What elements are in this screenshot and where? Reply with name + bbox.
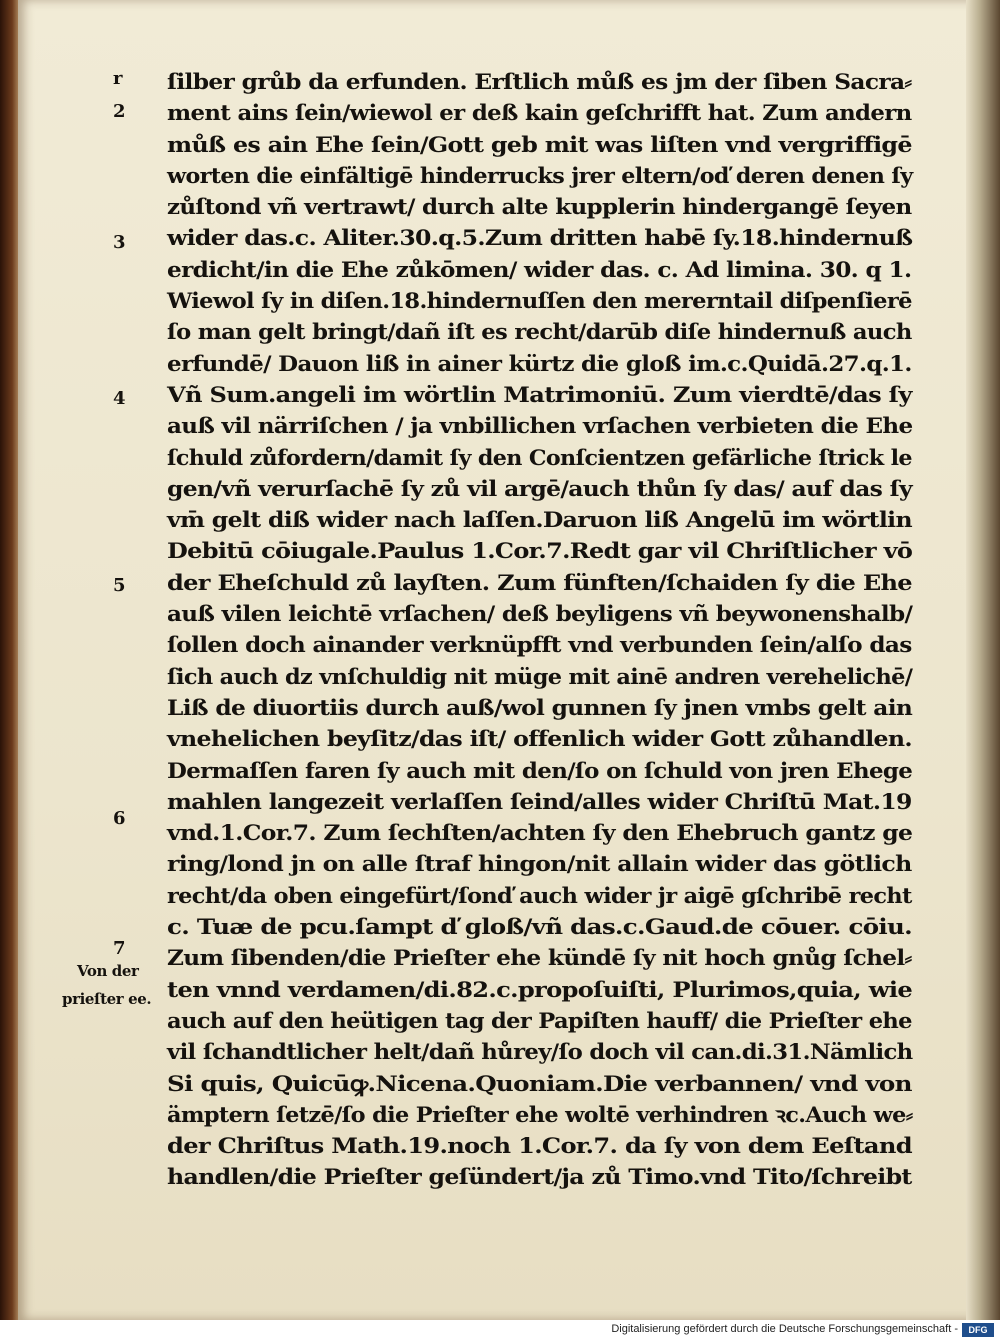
margin-number-1: r (113, 68, 123, 89)
text-line: auß vilen leichtē vrſachen/ deß beyligens vñ beywonenshalb/ (167, 601, 913, 627)
text-line: ſollen doch ainander verknüpfft vnd verbunden ſein/alſo das (167, 632, 912, 658)
text-line: der Eheſchuld zů layſten. Zum fünften/ſchaiden ſy die Ehe (167, 569, 912, 595)
text-line: der Chriſtus Math.19.noch 1.Cor.7. da ſy von dem Eeſtand (167, 1133, 912, 1159)
text-line: auß vil närriſchen / ja vnbillichen vrſachen verbieten die Ehe (167, 413, 913, 439)
text-line: vnd.1.Cor.7. Zum ſechſten/achten ſy den Ehebruch gantz ge (167, 820, 913, 846)
text-line: ten vnnd verdamen/di.82.c.propoſuiſti, Plurimos,quia, wie (167, 976, 913, 1002)
text-line: Liß de diuortiis durch auß/wol gunnen ſy jnen vmbs gelt ain (167, 694, 913, 720)
text-line: gen/vñ verurſachē ſy zů vil argē/auch thůn ſy das/ auf das ſy (167, 475, 913, 501)
text-line: Wiewol ſy in diſen.18.hindernuſſen den mererntail diſpenſierē (167, 288, 912, 314)
text-line: erfundē/ Dauon liß in ainer kürtz die gloß im.c.Quidā.27.q.1. (167, 350, 912, 376)
text-line: worten die einfältigē hinderrucks jrer eltern/oď deren denen ſy (167, 162, 913, 188)
text-line: handlen/die Prieſter geſündert/ja zů Timo.vnd Tito/ſchreibt (167, 1164, 912, 1190)
margin-number-2: 2 (113, 101, 126, 122)
funding-credit: Digitalisierung gefördert durch die Deutsche Forschungsgemeinschaft - (611, 1323, 958, 1335)
text-line: Vñ Sum.angeli im wörtlin Matrimoniū. Zum vierdtē/das ſy (167, 381, 912, 407)
margin-number-4: 4 (113, 388, 126, 409)
text-line: auch auf den heütigen tag der Papiſten hauff/ die Prieſter ehe (167, 1007, 912, 1033)
text-line: vil ſchandtlicher helt/dañ hůrey/ſo doch vil can.di.31.Nämlich (167, 1039, 913, 1065)
margin-number-5: 5 (113, 575, 126, 596)
text-line: ſo man gelt bringt/dañ iſt es recht/darūb diſe hindernuß auch (167, 319, 912, 345)
text-line: ſich auch dz vnſchuldig nit müge mit ainē andren verehelichē/ (167, 663, 913, 689)
margin-number-3: 3 (113, 232, 126, 253)
text-line: recht/da oben eingefürt/ſonď auch wider jr aigē gſchribē recht (167, 882, 912, 908)
text-line: zůſtond vñ vertrawt/ durch alte kupplerin hindergangē ſeyen (167, 194, 912, 220)
text-line: Si quis, Quicūꝙ.Nicena.Quoniam.Die verbannen/ vnd von (167, 1070, 912, 1096)
text-line: Debitū cōiugale.Paulus 1.Cor.7.Redt gar vil Chriſtlicher vō (167, 538, 913, 564)
text-line: Dermaſſen faren ſy auch mit den/ſo on ſchuld von jren Ehege (167, 757, 913, 783)
dfg-logo-icon: DFG (962, 1323, 994, 1337)
text-line: ſilber grůb da erfunden. Erſtlich můß es jm der ſiben Sacra⸗ (167, 69, 912, 94)
text-line: Zum ſibenden/die Prieſter ehe kündē ſy nit hoch gnůg ſchel⸗ (167, 945, 912, 971)
margin-note-line-1: Von der (77, 962, 139, 980)
digitization-footer (0, 1320, 1000, 1341)
text-line: ment ains ſein/wiewol er deß kain geſchrifft hat. Zum andern (167, 100, 912, 126)
text-line: ſchuld zůfordern/damit ſy den Conſcientzen gefärliche ſtrick le (167, 444, 912, 470)
text-line: wider das.c. Aliter.30.q.5.Zum dritten habē ſy.18.hindernuß (167, 225, 913, 251)
text-line: vm̄ gelt diß wider nach laſſen.Daruon liß Angelū im wörtlin (167, 507, 912, 533)
text-line: c. Tuæ de pcu.ſampt ď gloß/vñ das.c.Gaud.de cōuer. cōiu. (167, 914, 912, 940)
text-line: ämptern ſetzē/ſo die Prieſter ehe woltē verhindren ꝛc.Auch we⸗ (167, 1101, 913, 1127)
margin-note-line-2: prieſter ee. (62, 990, 152, 1008)
text-line: můß es ain Ehe ſein/Gott geb mit was liſten vnd vergriffigē (167, 131, 912, 157)
text-line: erdicht/in die Ehe zůkōmen/ wider das. c. Ad limina. 30. q 1. (167, 256, 912, 282)
margin-number-7: 7 (113, 938, 126, 959)
body-text (167, 66, 912, 1193)
margin-number-6: 6 (113, 808, 126, 829)
text-line: ring/lond jn on alle ſtraf hingon/nit allain wider das götlich (167, 851, 912, 877)
text-line: vnehelichen beyſitz/das iſt/ offenlich wider Gott zůhandlen. (167, 726, 912, 752)
text-line: mahlen langezeit verlaſſen ſeind/alles wider Chriſtū Mat.19 (167, 788, 912, 814)
